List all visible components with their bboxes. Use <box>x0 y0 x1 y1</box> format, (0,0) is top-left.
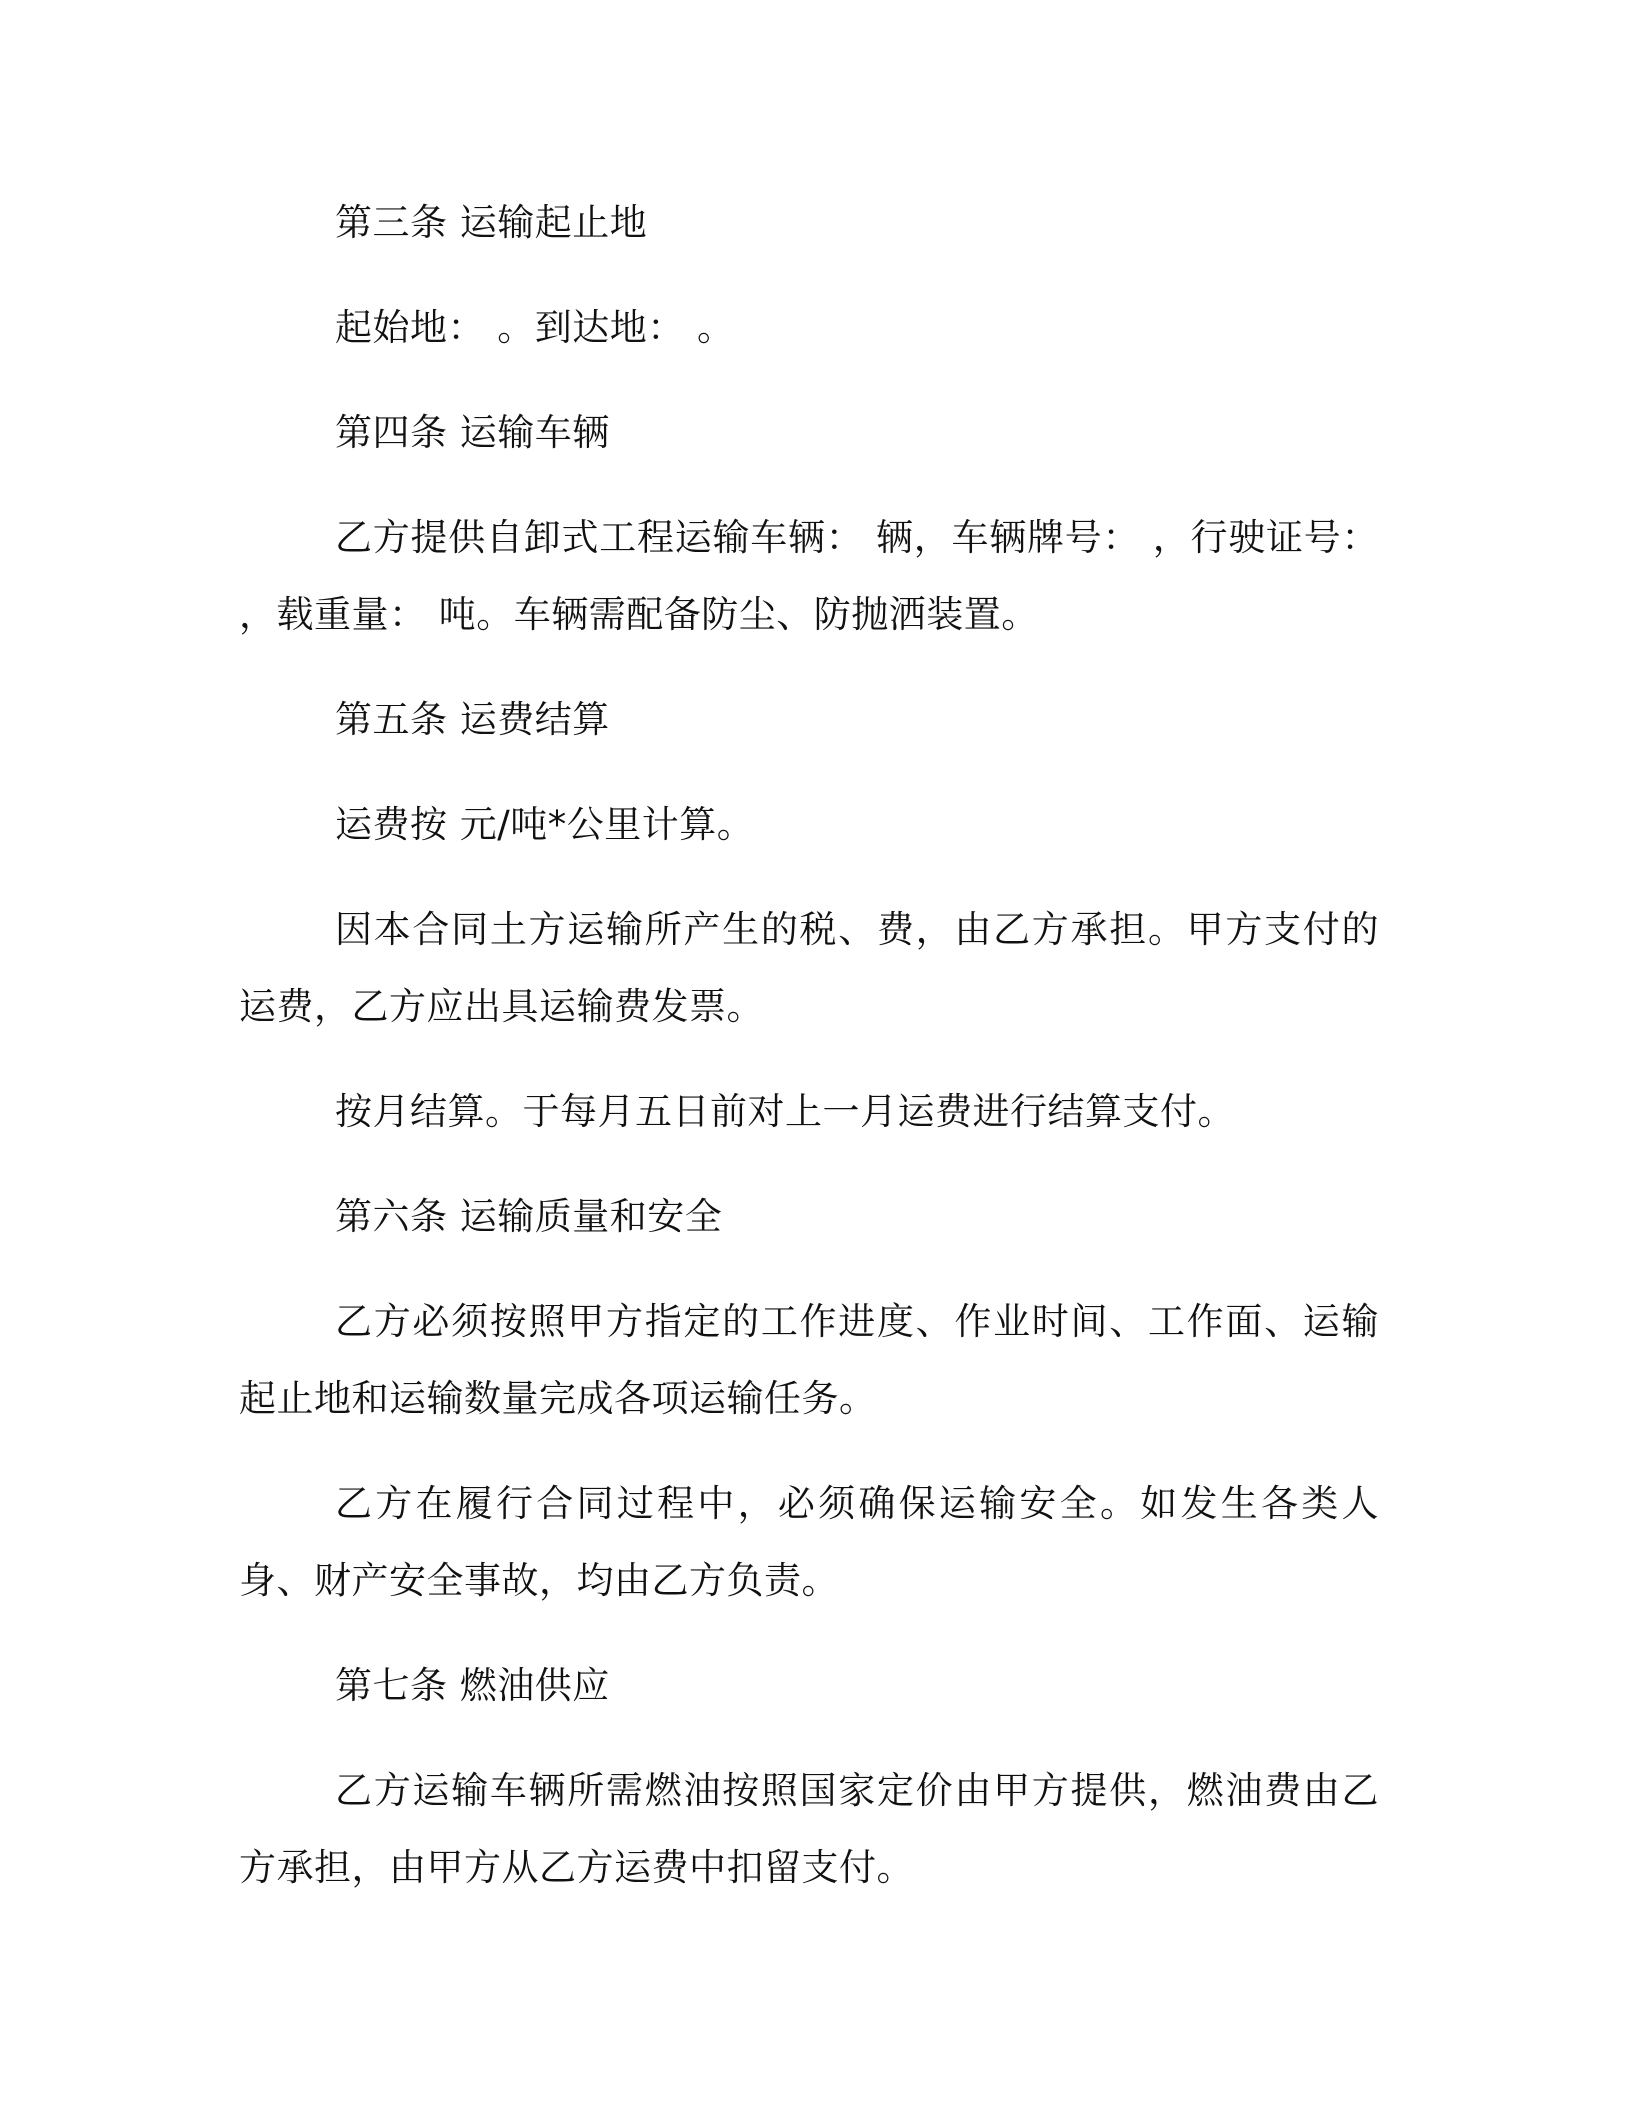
article-5-text-3: 按月结算。于每月五日前对上一月运费进行结算支付。 <box>335 1090 1235 1133</box>
article-7-heading: 第七条 燃油供应 <box>335 1664 610 1707</box>
document-body <box>239 184 1392 1906</box>
article-4-heading: 第四条 运输车辆 <box>335 411 610 454</box>
article-6-text-2: 乙方在履行合同过程中，必须确保运输安全。如发生各类人身、财产安全事故，均由乙方负责。 <box>239 1482 1379 1602</box>
article-6-heading: 第六条 运输质量和安全 <box>335 1195 723 1238</box>
article-3-text: 起始地： 。到达地： 。 <box>335 306 735 349</box>
article-7-text: 乙方运输车辆所需燃油按照国家定价由甲方提供，燃油费由乙方承担，由甲方从乙方运费中扣留支付。 <box>239 1769 1379 1889</box>
article-5-text-2: 因本合同土方运输所产生的税、费，由乙方承担。甲方支付的运费，乙方应出具运输费发票。 <box>239 908 1379 1028</box>
article-3-heading: 第三条 运输起止地 <box>335 201 648 244</box>
article-4-text: 乙方提供自卸式工程运输车辆： 辆，车辆牌号： ，行驶证号： ，载重量： 吨。车辆需配备防尘、防抛洒装置。 <box>239 516 1392 636</box>
article-6-text-1: 乙方必须按照甲方指定的工作进度、作业时间、工作面、运输起止地和运输数量完成各项运输任务。 <box>239 1300 1379 1420</box>
article-5-text-1: 运费按 元/吨*公里计算。 <box>335 803 755 846</box>
article-5-heading: 第五条 运费结算 <box>335 698 610 741</box>
